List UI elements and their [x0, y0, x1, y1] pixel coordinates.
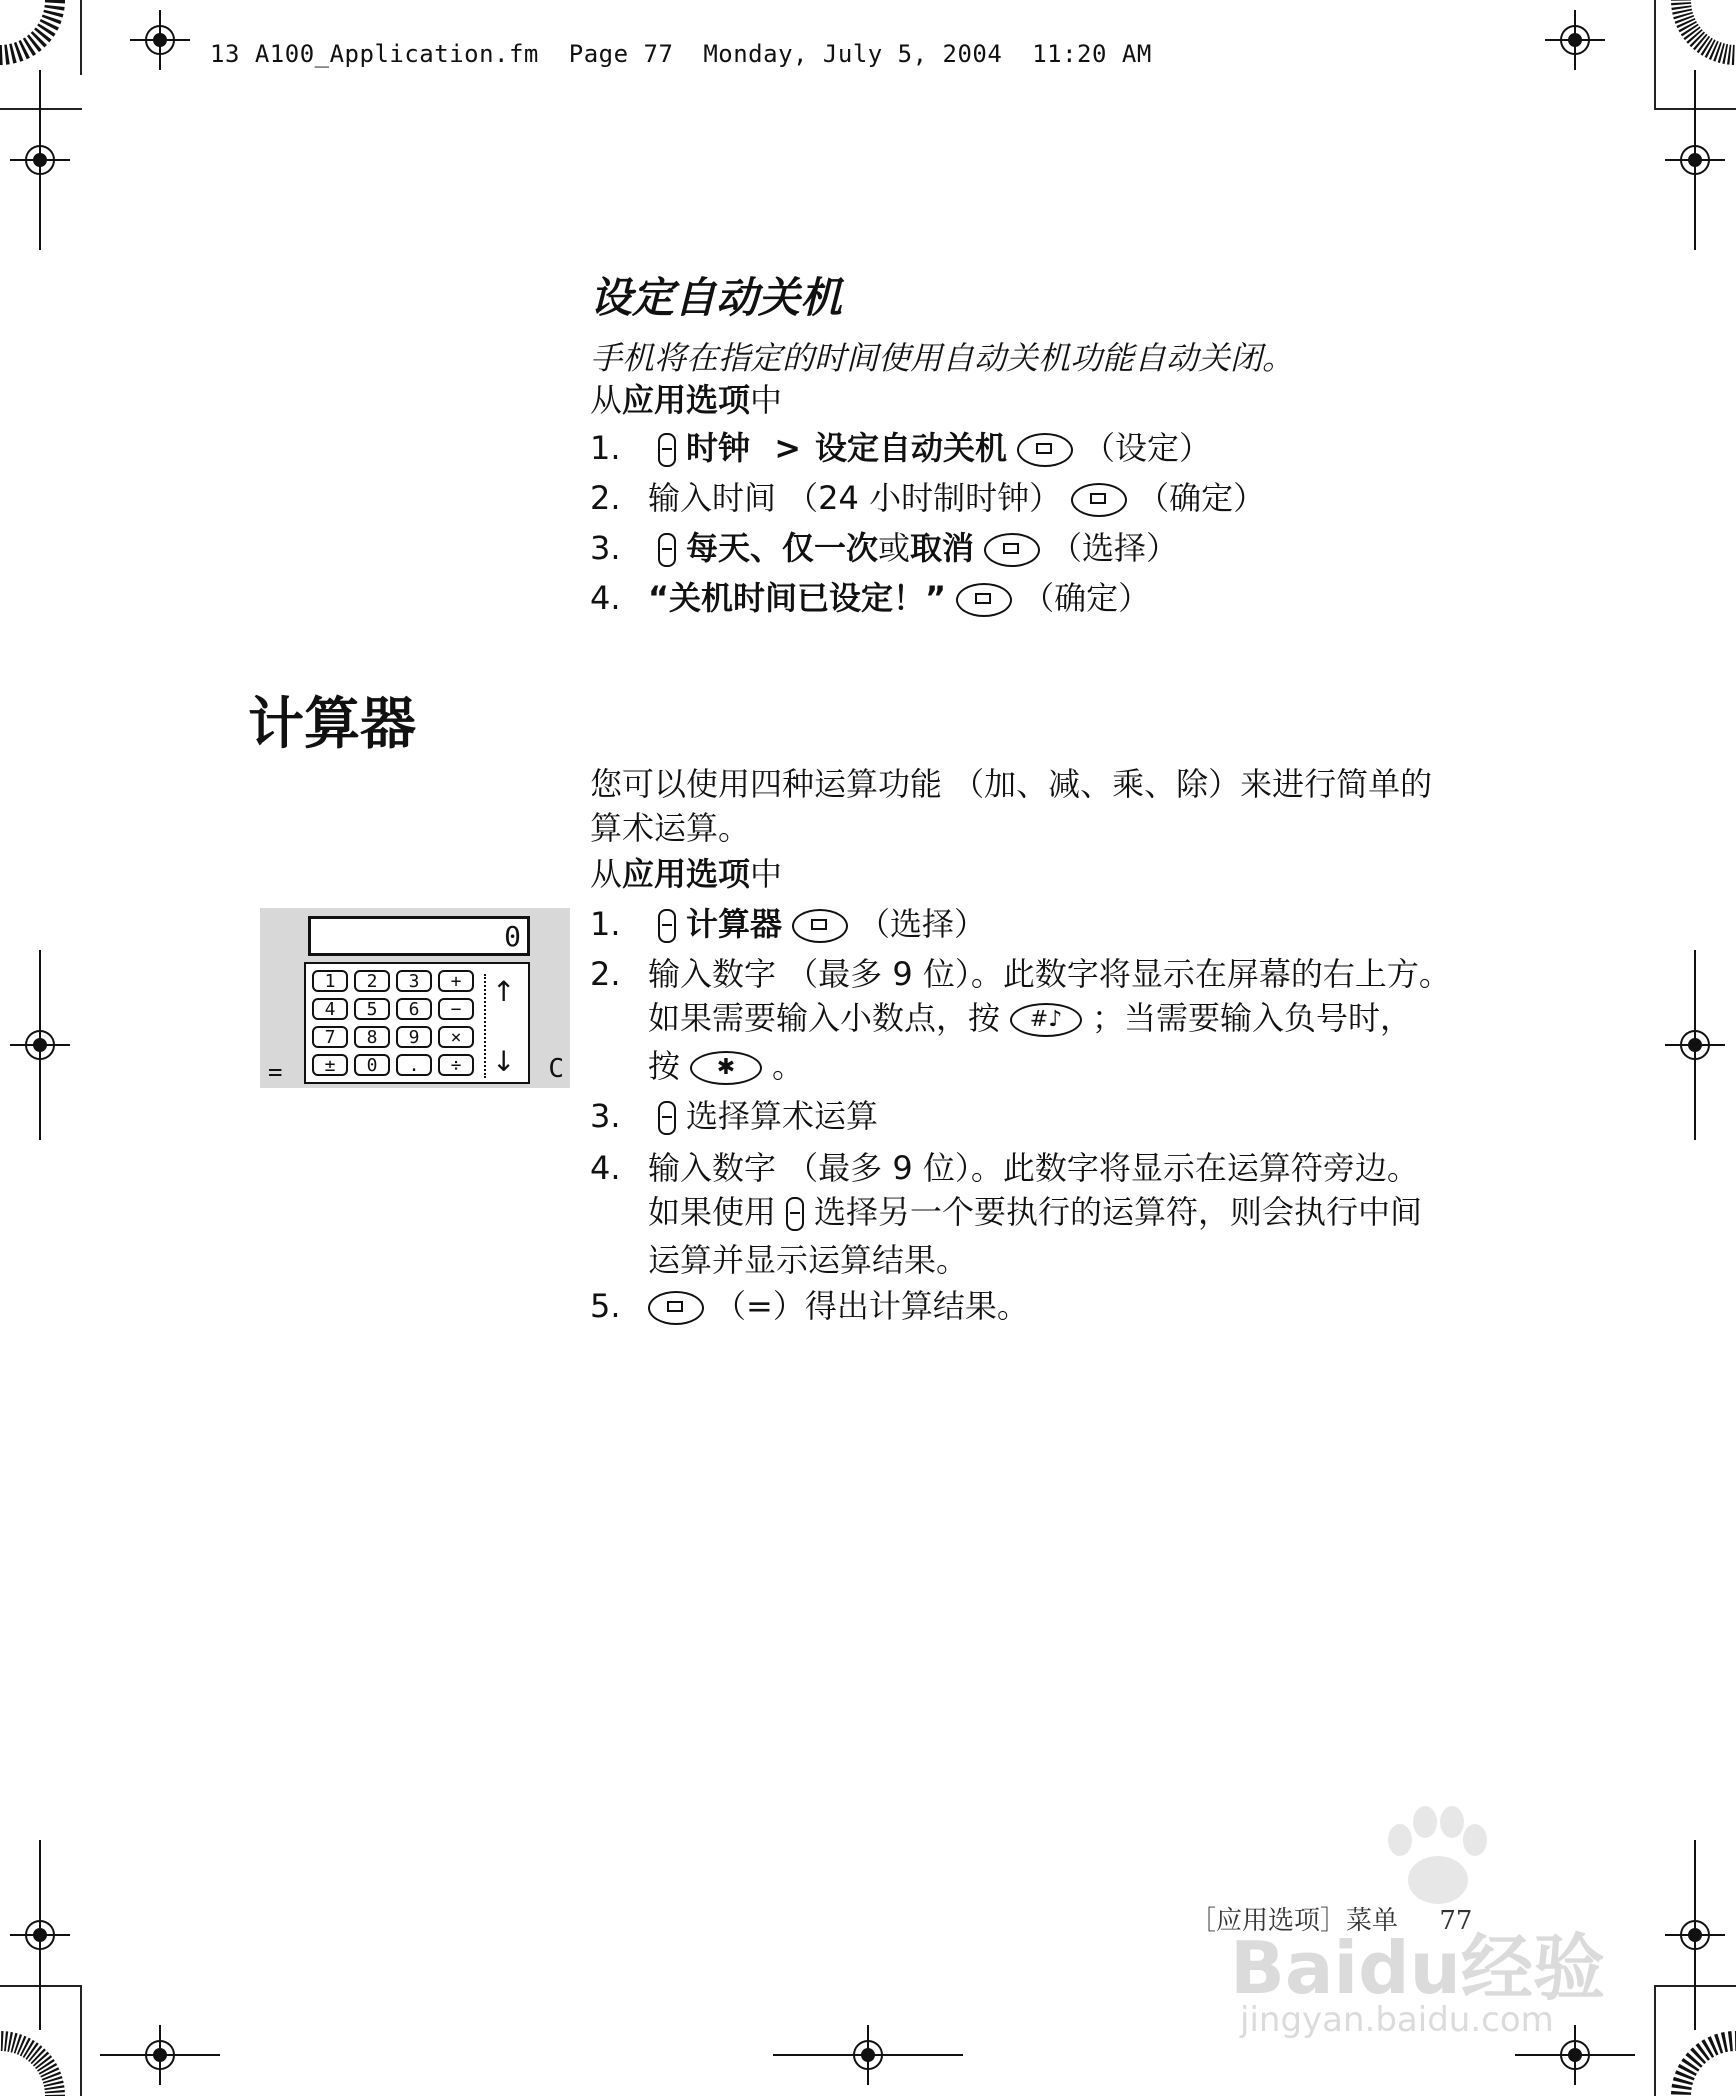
from-menu: 应用选项 [622, 381, 751, 419]
file-header: 13 A100_Application.fm Page 77 Monday, July 5, 2004 11:20 AM [210, 40, 1152, 68]
calc-key: 3 [396, 970, 432, 992]
star-key-icon: ✱ [690, 1051, 762, 1085]
calc-step-1 [590, 902, 986, 946]
calc-key: 9 [396, 1026, 432, 1048]
step-action: （选择） [858, 905, 987, 943]
hash-key-icon: #♪ [1010, 1003, 1082, 1037]
soft-key-icon [648, 1291, 704, 1325]
calc-intro-2: 算术运算。 [590, 809, 751, 847]
step-text: 输入数字 （最多 9 位）。此数字将显示在屏幕的右上方。 [648, 955, 1451, 993]
auto-off-step-2 [590, 476, 1265, 520]
step-text: 输入时间 （24 小时制时钟） [648, 479, 1062, 517]
step-text: 选择另一个要执行的运算符，则会执行中间 [814, 1193, 1423, 1231]
calc-key: 4 [312, 998, 348, 1020]
calc-key: . [396, 1054, 432, 1076]
calc-step-4-line-2 [648, 1190, 1422, 1234]
from-suffix: 中 [750, 855, 783, 893]
nav-key-icon [658, 1101, 676, 1135]
auto-off-step-1 [590, 426, 1211, 470]
nav-key-icon [786, 1197, 804, 1231]
step-number: 2. [590, 479, 621, 517]
calc-key: ÷ [438, 1054, 474, 1076]
calc-key: ± [312, 1054, 348, 1076]
soft-key-icon [984, 533, 1040, 567]
step-text: 选择算术运算 [686, 1097, 879, 1135]
step-or: 或 [878, 529, 911, 567]
step-message: “关机时间已设定！” [648, 579, 947, 617]
soft-key-left-label: = [268, 1058, 283, 1086]
calc-key: 2 [354, 970, 390, 992]
step-separator: > [774, 429, 801, 467]
step-target: 时钟 [686, 429, 751, 467]
step-action: （选择） [1050, 529, 1179, 567]
down-arrow-icon: ↓ [492, 1045, 516, 1078]
calc-step-3 [590, 1094, 878, 1138]
calc-from [590, 852, 782, 896]
calculator-keypad [304, 962, 530, 1084]
calc-intro-1: 您可以使用四种运算功能 （加、减、乘、除）来进行简单的 [590, 765, 1433, 803]
calc-key: 6 [396, 998, 432, 1020]
calc-step-5 [590, 1284, 1029, 1328]
watermark-url: jingyan.baidu.com [1240, 2000, 1554, 2040]
step-action: （确定） [1022, 579, 1151, 617]
calc-key: 7 [312, 1026, 348, 1048]
calc-key: × [438, 1026, 474, 1048]
calc-key: 8 [354, 1026, 390, 1048]
soft-key-icon [1071, 483, 1127, 517]
auto-off-intro: 手机将在指定的时间使用自动关机功能自动关闭。 [590, 339, 1295, 377]
paw-logo-icon [1370, 1800, 1490, 1910]
auto-off-step-4 [590, 576, 1150, 620]
calc-key: 5 [354, 998, 390, 1020]
auto-off-title: 设定自动关机 [590, 273, 843, 322]
step-number: 5. [590, 1287, 621, 1325]
calc-key: 0 [354, 1054, 390, 1076]
step-target-2: 设定自动关机 [815, 429, 1008, 467]
step-text: 按 [648, 1047, 681, 1085]
step-text: 如果使用 [648, 1193, 777, 1231]
calc-step-2-line-3 [648, 1044, 804, 1088]
calculator-screen-illustration [260, 908, 570, 1088]
step-target: 计算器 [686, 905, 783, 943]
calculator-display: 0 [308, 916, 530, 956]
calc-step-4 [590, 1146, 1419, 1190]
up-arrow-icon: ↑ [492, 975, 516, 1008]
calc-scrollbar [484, 974, 516, 1078]
soft-key-icon [792, 909, 848, 943]
soft-key-right-label: C [548, 1054, 564, 1084]
auto-off-from [590, 378, 782, 422]
baidu-watermark [1220, 1800, 1640, 2060]
calc-step-4-line-3: 运算并显示运算结果。 [648, 1241, 969, 1279]
step-number: 2. [590, 955, 621, 993]
page-footer: ［应用选项］菜单 77 [1190, 1906, 1473, 1936]
from-prefix: 从 [590, 855, 623, 893]
step-number: 4. [590, 579, 621, 617]
step-number: 3. [590, 529, 621, 567]
step-target-2: 取消 [910, 529, 975, 567]
nav-key-icon [658, 433, 676, 467]
nav-key-icon [658, 533, 676, 567]
step-target: 每天、仅一次 [686, 529, 879, 567]
step-text: 如果需要输入小数点，按 [648, 999, 1001, 1037]
step-number: 4. [590, 1149, 621, 1187]
nav-key-icon [658, 909, 676, 943]
calc-key: 1 [312, 970, 348, 992]
step-number: 1. [590, 905, 621, 943]
calc-key: + [438, 970, 474, 992]
from-prefix: 从 [590, 381, 623, 419]
step-action: （设定） [1083, 429, 1212, 467]
soft-key-icon [1017, 433, 1073, 467]
step-number: 1. [590, 429, 621, 467]
soft-key-icon [956, 583, 1012, 617]
calc-step-2-line-2 [648, 996, 1412, 1040]
watermark-main: Baidu经验 [1230, 1926, 1605, 2010]
calculator-title: 计算器 [248, 692, 416, 757]
calc-step-2 [590, 952, 1451, 996]
from-suffix: 中 [750, 381, 783, 419]
step-text: 。 [772, 1047, 805, 1085]
calc-key: − [438, 998, 474, 1020]
auto-off-step-3 [590, 526, 1178, 570]
step-action: （确定） [1137, 479, 1266, 517]
step-text: 输入数字 （最多 9 位）。此数字将显示在运算符旁边。 [648, 1149, 1419, 1187]
step-text: （=）得出计算结果。 [714, 1287, 1029, 1325]
from-menu: 应用选项 [622, 855, 751, 893]
step-number: 3. [590, 1097, 621, 1135]
step-text: ；当需要输入负号时， [1092, 999, 1413, 1037]
